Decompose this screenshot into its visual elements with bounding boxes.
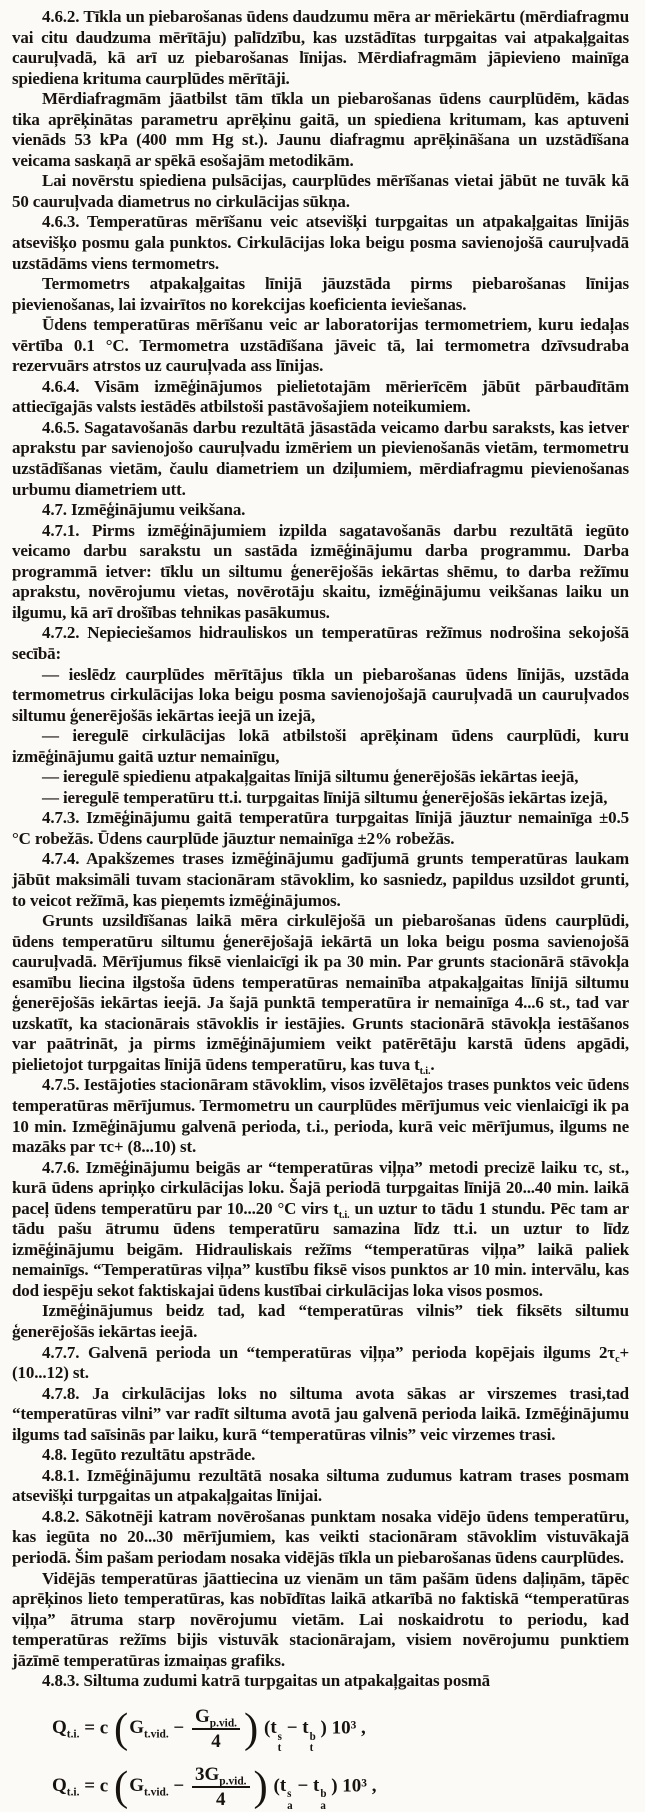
symbol-with-script: $t_{t.i.}$ <box>333 1198 350 1221</box>
paragraph: 4.7.5. Iestājoties stacionāram stāvoklim, visos izvēlētajos trases punktos veic ūdens temperatūras mērījumus. Termometru un caurplūdes mērījumus veic vienlaicīgi ik pa 10 min. Izmēģinājumu galvenā perioda, t.i., perioda, kurā veic mērījumus, ilgums ne mazāks par τc+ (8...10) st. <box>12 1075 629 1157</box>
paragraph: 4.8.1. Izmēģinājumu rezultātā nosaka siltuma zudumus katram trases posmam atsevišķi turpgaitas un atpakaļgaitas līnijai. <box>12 1465 629 1506</box>
paragraph: Mērdiafragmām jāatbilst tām tīkla un piebarošanas ūdens caurplūdēm, kādas tika aprēķinātas parametru aprēķinu gaitā, un spiediena kritumam, kas aptuveni vienāds 53 kPa (400 mm Hg st.). Jaunu diafragmu aprēķināšana un uzstādīšana veicama saskaņā ar spēkā esošajām metodikām. <box>12 89 629 170</box>
big-paren: ( <box>113 1705 129 1753</box>
formula: $Q_{t.i.} = c$ ($G_{t.vid.}$ − $\frac{3G_{p.vid.}}{4}$ ) (t s a − t b a ) 10³ , <box>52 1762 377 1812</box>
paragraph: Lai novērstu spiediena pulsācijas, caurplūdes mērīšanas vietai jābūt ne tuvāk kā 50 cauruļvada diametrus no cirkulācijas sūkņa. <box>12 171 629 211</box>
symbol-with-script: $3G_{p.vid.}$ <box>195 1763 247 1788</box>
symbol-with-script: $\tau_c$ <box>607 1342 620 1365</box>
symbol-with-script: $t_{t.i.}$ <box>414 1054 431 1077</box>
paragraph: 4.6.2. Tīkla un piebarošanas ūdens daudzumu mēra ar mēriekārtu (mērdiafragmu vai citu daudzuma mērītāju) palīdzību, kas uzstādītas turpgaitas vai atpakaļgaitas cauruļvadā, kā arī uz piebarošanas līnijas. Mērdiafragmām jāpievieno mainīga spiediena krituma caurplūdes mērītāji. <box>12 7 629 88</box>
paragraph: — ieslēdz caurplūdes mērītājus tīkla un piebarošanas ūdens līnijās, uzstāda termometrus cirkulācijas loka beigu posma savienojošajā cauruļvadā un cauruļvados siltumu ģenerējošās iekārtas ieejā un izejā, <box>12 664 629 725</box>
symbol-with-script: $G_{p.vid.}$ <box>195 1705 238 1730</box>
big-paren: ) <box>253 1762 268 1810</box>
paragraph: — ieregulē cirkulācijas lokā atbilstoši aprēķinam ūdens caurplūdi, kuru izmēģinājumu gaitā uztur nemainīgu, <box>12 726 629 766</box>
paragraph: 4.7.7. Galvenā perioda un “temperatūras viļņa” perioda kopējais ilgums $2\tau_c+(10...12)$ st. <box>12 1342 629 1383</box>
big-paren: ( <box>113 1762 129 1810</box>
paragraph: 4.6.4. Visām izmēģinājumos pielietotajām mērierīcēm jābūt pārbaudītām attiecīgajās valsts iestādēs atbilstoši pastāvošajiem noteikumiem. <box>12 376 629 417</box>
paragraph: Ūdens temperatūras mērīšanu veic ar laboratorijas termometriem, kuru iedaļas vērtība 0.1 °C. Termometra uzstādīšana jāveic tā, lai termometra dzīvsudraba rezervuārs atrstos uz cauruļvada ass līnijas. <box>12 315 629 376</box>
paragraph: 4.7.1. Pirms izmēģinājumiem izpilda sagatavošanās darbu rezultātā iegūto veicamo darbu sarakstu un sastāda izmēģinājumu darba programmu. Darba programmā ietver: tīklu un siltumu ģenerējošās iekārtas shēmu, to darba režīmu aprakstu, novērojumu vietas, novērotāju skaitu, izmēģinājumu veikšanas laiku un ilgumu, kā arī drošības tehnikas pasākumus. <box>12 520 629 622</box>
paragraph: 4.7.6. Izmēģinājumu beigās ar “temperatūras viļņa” metodi precizē laiku τc, st., kurā ūdens apriņķo cirkulācijas loku. Šajā periodā turpgaitas līnijā 20...40 min. laikā paceļ ūdens temperatūru par 10...20 °C virs $t_{t.i.}$ un uztur to tādu 1 stundu. Pēc tam ar tādu pašu ātrumu ūdens temperatūru samazina līdz tt.i. un uztur to līdz izmēģinājumu beigām. Hidrauliskais režīms “temperatūras viļņa” laikā paliek nemainīgs. “Temperatūras viļņa” kustību fiksē visos punktos ar 10 min. intervālu, kas dod iespēju sekot faktiskajai ūdens kustībai cirkulācijas loka visos posmos. <box>12 1157 630 1300</box>
paragraph: 4.7.8. Ja cirkulācijas loks no siltuma avota sākas ar virszemes trasi,tad “temperatūras vilni” var radīt siltuma avotā jau galvenā perioda laikā. Izmēģinājumu ilgums tad saīsinās par laiku, kurā “temperatūras vilnis” veic virzemes trasi. <box>12 1383 629 1444</box>
paragraph: 4.6.3. Temperatūras mērīšanu veic atsevišķi turpgaitas un atpakaļgaitas līnijās atsevišķo posmu gala punktos. Cirkulācijas loka beigu posma savienojošā cauruļvadā uzstādāms viens termometrs. <box>12 212 629 273</box>
paragraph: 4.8. Iegūto rezultātu apstrāde. <box>42 1445 256 1465</box>
symbol-with-script: $Q_{t.i.}$ <box>52 1717 80 1742</box>
paragraphs-container <box>12 7 629 1692</box>
paragraph: Vidējās temperatūras jāattiecina uz vienām un tām pašām ūdens daļiņām, tāpēc aprēķinos lieto temperatūras, kas nobīdītas laikā atkarībā no faktiskā “temperatūras viļņa” ātruma starp novērojumu vietām. Lai noskaidrotu to periodu, kad temperatūras režīms bijis vistuvāk stacionārajam, visiem novērojumu punktiem jāzīmē temperatūras izmaiņas grafiks. <box>12 1568 629 1670</box>
symbol-with-script: $G_{t.vid.}$ <box>129 1717 169 1742</box>
paragraph: 4.7. Izmēģinājumu veikšana. <box>42 500 246 520</box>
paragraph: Izmēģinājumus beidz tad, kad “temperatūras vilnis” tiek fiksēts siltumu ģenerējošās iekārtas ieejā. <box>12 1301 629 1341</box>
symbol-with-script: t s a <box>279 1775 293 1812</box>
paragraph: 4.7.3. Izmēģinājumu gaitā temperatūra turpgaitas līnijā jāuztur nemainīga ±0.5 °C robežās. Ūdens caurplūde jāuztur nemainīga ±2% robežās. <box>12 808 629 848</box>
paragraph: — ieregulē spiedienu atpakaļgaitas līnijā siltumu ģenerējošās iekārtas ieejā, <box>42 767 579 787</box>
fraction: $\frac{G_{p.vid.}}{4}$ <box>192 1706 240 1753</box>
big-paren: ) <box>244 1705 259 1753</box>
paragraph: 4.7.4. Apakšzemes trases izmēģinājumu gadījumā grunts temperatūras laukam jābūt maksimāli tuvam stacionāram stāvoklim, ko sasniedz, papildus uzsildot grunti, to veicot režīmā, kas pieņemts izmēģinājumos. <box>12 849 629 910</box>
paragraph: Grunts uzsildīšanas laikā mēra cirkulējošā un piebarošanas ūdens caurplūdi, ūdens temperatūru siltumu ģenerējošajā iekārtā un loka beigu posma savienojošā cauruļvadā. Mērījumus fiksē vienlaicīgi ik pa 30 min. Par grunts stacionārā stāvokļa esamību liecina ilgstoša ūdens temperatūras nemainība atpakaļgaitas līnijā siltumu ģenerējošās iekārtas ieejā. Ja šajā punktā temperatūra ir nemainīga 4...6 st., tad var uzskatīt, ka stacionārais stāvoklis ir iestājies. Grunts stacionārā stāvokļa iestāšanos var paātrināt, ja pirms izmēģinājumiem veikt patērētāju karstā ūdens apgādi, pielietojot turpgaitas līnijā ūdens temperatūru, kas tuva $t_{t.i.}$. <box>12 911 629 1077</box>
paragraph: 4.6.5. Sagatavošanās darbu rezultātā jāsastāda veicamo darbu saraksts, kas ietver aprakstu par savienojošo cauruļvadu izmēriem un pievienošanās vietām, termometru uzstādīšanas vietām, čaulu diametriem un dziļumiem, mērdiafragmu pievienošanas urbumu diametriem utt. <box>12 417 629 499</box>
symbol-with-script: t b t <box>302 1717 316 1755</box>
paragraph: 4.7.2. Nepieciešamos hidrauliskos un temperatūras režīmus nodrošina sekojošā secībā: <box>12 623 629 663</box>
formulas <box>52 1706 629 1812</box>
paragraph: Termometrs atpakaļgaitas līnijā jāuzstāda pirms piebarošanas līnijas pievienošanas, lai izvairītos no korekcijas koeficienta ieviešanas. <box>12 274 629 314</box>
paragraph: 4.8.2. Sākotnēji katram novērošanas punktam nosaka vidējo ūdens temperatūru, kas iegūta no 20...30 mērījumiem, kas veikti stacionāram stāvoklim vistuvākajā periodā. Šim pašam periodam nosaka vidējās tīkla un piebarošanas ūdens caurplūdes. <box>12 1506 629 1568</box>
symbol-with-script: t b a <box>313 1775 327 1812</box>
symbol-with-script: $Q_{t.i.}$ <box>52 1775 80 1799</box>
formula: $Q_{t.i.} = c$ ($G_{t.vid.}$ − $\frac{G_{p.vid.}}{4}$ ) (t s t − t b t ) 10³ , <box>52 1705 366 1755</box>
symbol-with-script: $G_{t.vid.}$ <box>129 1775 169 1799</box>
symbol-with-script: t s t <box>270 1717 282 1755</box>
paragraph: — ieregulē temperatūru tt.i. turpgaitas līnijā siltumu ģenerējošās iekārtas izejā, <box>42 787 608 807</box>
fraction: $\frac{3G_{p.vid.}}{4}$ <box>192 1764 250 1811</box>
paragraph: 4.8.3. Siltuma zudumi katrā turpgaitas un atpakaļgaitas posmā <box>42 1671 491 1691</box>
